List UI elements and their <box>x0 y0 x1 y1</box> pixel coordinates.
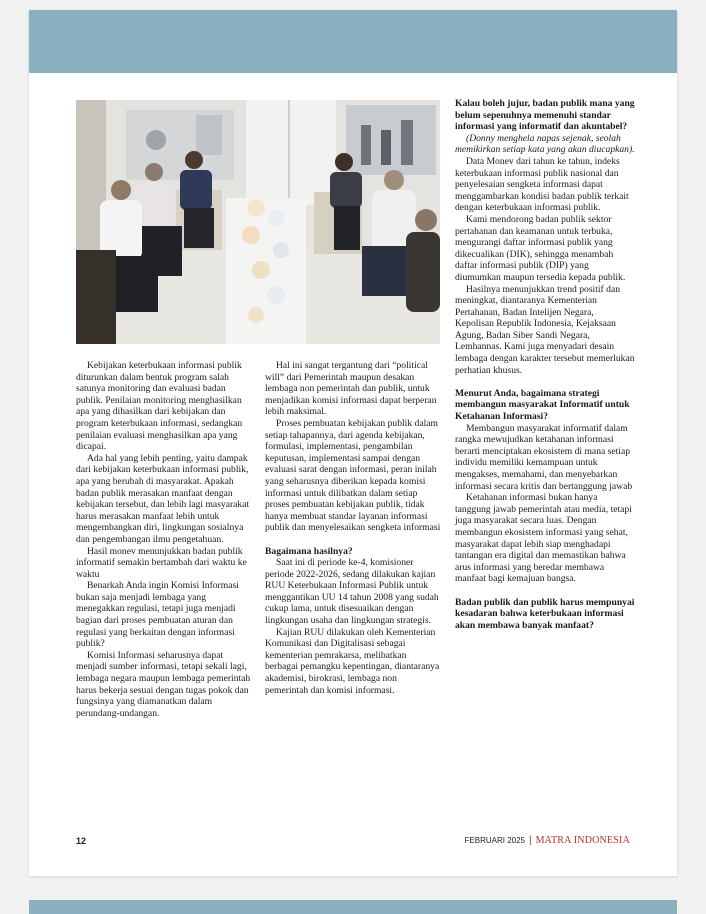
column-3 <box>455 98 635 631</box>
paragraph: Proses pembuatan kebijakan publik dalam setiap tahapannya, dari agenda kebijakan, formulasi, implementasi, pengambilan keputusan, implementasi sampai dengan evaluasi sarat dengan informasi, peran inilah yang seharusnya diberikan kepada komisi informasi untuk dilibatkan dalam setiap proses pembuatan kebijakan publik, tidak hanya membuat standar layanan informasi publik dan menyelesaikan sengketa informasi <box>265 417 441 534</box>
paragraph: Kebijakan keterbukaan informasi publik diturunkan dalam bentuk program salah satunya monitoring dan evaluasi badan publik. Penilaian monitoring menghasilkan apa yang dihasilkan dari kebijakan dan program keterbukaan informasi, sedangkan penilaian evaluasi menghasilkan apa yang dicapai. <box>76 360 243 453</box>
paragraph: Benarkah Anda ingin Komisi Informasi bukan saja menjadi lembaga yang menegakkan regulasi, tetapi juga menjadi bagian dari proses pembuatan aturan dan regulasi yang berkaitan dengan informasi publik? <box>76 580 239 650</box>
paragraph: Data Monev dari tahun ke tahun, indeks keterbukaan informasi publik nasional dan penyelesaian sengketa informasi dapat menggambarkan kondisi badan publik terkait dengan keterbukaan informasi publik. <box>455 155 629 214</box>
paragraph: Komisi Informasi seharusnya dapat menjadi sumber informasi, tetapi sekali lagi, lembaga negara maupun lembaga pemerintah harus bekerja sesuai dengan tugas pokok dan fungsinya yang diamanatkan dalam perundang-undangan. <box>76 649 251 719</box>
magazine-page <box>29 10 677 876</box>
interview-question: Menurut Anda, bagaimana strategi membangun masyarakat Informatif untuk Ketahanan Informasi? <box>455 387 630 423</box>
page-number: 12 <box>76 836 87 846</box>
paragraph: Kami mendorong badan publik sektor pertahanan dan keamanan untuk terbuka, mengurangi daftar informasi publik yang dikecualikan (DIK), sehingga menambah daftar informasi publik (DIP) yang diumumkan maupun tersedia kepada publik. <box>455 213 626 283</box>
divider: | <box>528 835 532 846</box>
meeting-photo <box>76 100 440 344</box>
footer-masthead <box>465 835 630 846</box>
paragraph: Saat ini di periode ke-4, komisioner periode 2022-2026, sedang dilakukan kajian RUU Keterbukaan Informasi Publik untuk menggantikan UU 14 tahun 2008 yang sudah cukup lama, untuk disesuaikan dengan lingkungan usaha dan lingkungan strategis. <box>265 557 439 627</box>
column-1 <box>76 360 254 719</box>
paragraph: Hal ini sangat tergantung dari “political will” dari Pemerintah maupun desakan lembaga non pemerintah dan publik, untuk menjadikan komisi informasi dapat berperan lebih maksimal. <box>265 360 437 418</box>
top-band <box>29 10 677 73</box>
narrative-aside: (Donny menghela napas sejenak, seolah memikirkan setiap kata yang akan diucapkan). <box>455 132 635 156</box>
interview-question: Bagaimana hasilnya? <box>265 545 353 557</box>
paragraph: Kajian RUU dilakukan oleh Kementerian Komunikasi dan Digitalisasi sebagai kementerian pemrakarsa, melibatkan berbagai pemangku kepentingan, diantaranya akademisi, birokrasi, lembaga non pemerintah dan komisi informasi. <box>265 626 440 696</box>
interview-question: Kalau boleh jujur, badan publik mana yang belum sepenuhnya memenuhi standar informasi yang informatif dan akuntabel? <box>455 98 635 133</box>
paragraph: Hasilnya menunjukkan trend positif dan meningkat, diantaranya Kementerian Pertahanan, Badan Intelijen Negara, Kepolisan Republik Indonesia, Kejaksaan Agung, Badan Siber Sandi Negara, Lemhannas. Kami juga menyadari desain lembaga dengan karakter tersebut memerlukan perhatian khusus. <box>455 283 635 376</box>
bottom-band <box>29 900 677 914</box>
paragraph: Membangun masyarakat informatif dalam rangka mewujudkan ketahanan informasi berarti menciptakan ekosistem di mana setiap individu memiliki kemampuan untuk mengakses, memahami, dan menyebarkan informasi secara kritis dan bertanggung jawab <box>455 422 633 492</box>
paragraph: Hasil monev menunjukkan badan publik informatif semakin bertambah dari waktu ke waktu <box>76 545 247 580</box>
column-2 <box>265 360 441 696</box>
issue-date: FEBRUARI 2025 <box>464 836 525 845</box>
paragraph: Ketahanan informasi bukan hanya tanggung jawab pemerintah atau media, tetapi juga masyarakat secara luas. Dengan membangun ekosistem informasi yang sehat, masyarakat dapat lebih siap menghadapi tantangan era digital dan memastikan bahwa arus informasi yang beredar membawa manfaat bagi kemajuan bangsa. <box>455 492 632 585</box>
interview-question: Badan publik dan publik harus mempunyai kesadaran bahwa keterbukaan informasi akan membawa banyak manfaat? <box>455 596 635 631</box>
paragraph: Ada hal yang lebih penting, yaitu dampak dari kebijakan keterbukaan informasi publik, apa yang berubah di masyarakat. Apakah badan publik merasakan manfaat dengan kebijakan tersebut, dan lebih lagi masyarakat harus merasakan manfaat lebih untuk mengembangkan diri, lingkungan sosialnya dan pengembangan ilmu pengetahuan. <box>76 452 250 545</box>
brand-name: MATRA INDONESIA <box>535 835 630 846</box>
